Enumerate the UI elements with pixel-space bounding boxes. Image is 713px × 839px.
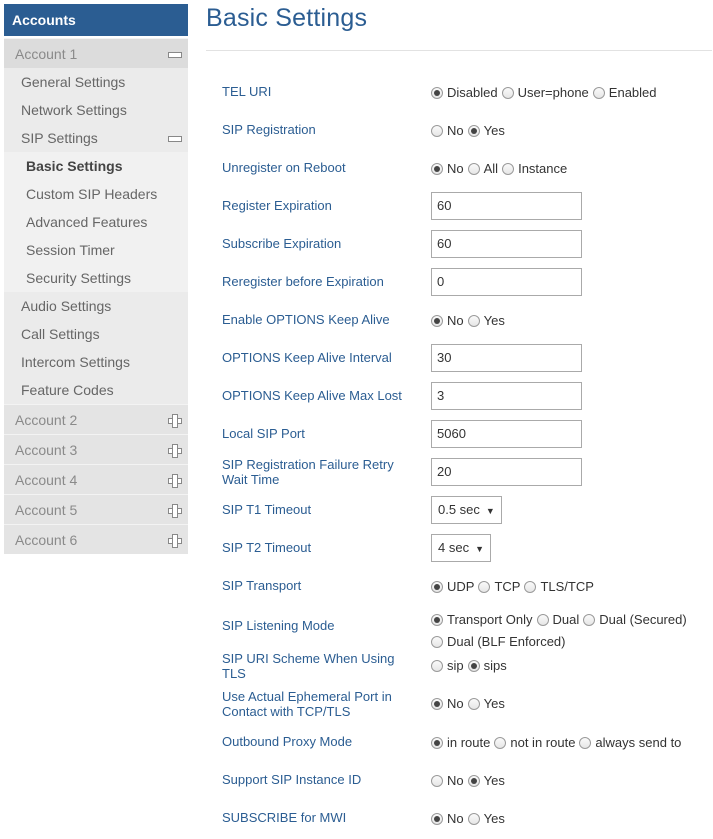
account-label: Account 6 <box>15 532 78 548</box>
local-sip-port-input[interactable]: 5060 <box>431 420 582 448</box>
radio-option[interactable] <box>431 610 533 630</box>
expand-icon[interactable] <box>168 504 180 516</box>
sidebar-item-advanced-features[interactable]: Advanced Features <box>4 208 188 236</box>
sidebar-account-2[interactable] <box>4 404 188 434</box>
radio-label: Yes <box>483 313 505 328</box>
radio-label: TLS/TCP <box>540 579 594 594</box>
radio-button[interactable] <box>583 614 595 626</box>
sidebar-account-5[interactable] <box>4 494 188 524</box>
radio-label: No <box>447 811 464 826</box>
radio-group <box>431 610 706 654</box>
radio-button[interactable] <box>431 163 443 175</box>
t1-timeout-value: 0.5 sec <box>438 502 480 517</box>
expand-icon[interactable] <box>168 534 180 546</box>
keep-alive-max-lost-input[interactable]: 3 <box>431 382 582 410</box>
sidebar-account-4[interactable] <box>4 464 188 494</box>
radio-button[interactable] <box>431 775 443 787</box>
radio-button[interactable] <box>579 737 591 749</box>
radio-option[interactable] <box>537 610 580 630</box>
sidebar-header[interactable]: Accounts <box>4 4 188 36</box>
radio-button[interactable] <box>524 581 536 593</box>
radio-option[interactable] <box>431 695 464 713</box>
radio-group <box>431 657 511 677</box>
radio-label: Dual <box>552 612 580 627</box>
radio-button[interactable] <box>468 660 480 672</box>
expand-icon[interactable] <box>168 474 180 486</box>
radio-button[interactable] <box>468 315 480 327</box>
sidebar-item-feature-codes[interactable]: Feature Codes <box>4 376 188 404</box>
radio-label: TCP <box>494 579 521 594</box>
radio-option[interactable] <box>431 657 464 675</box>
field-label: SIP Listening Mode <box>222 618 335 633</box>
radio-label: Dual (Secured) <box>599 612 687 627</box>
radio-option[interactable] <box>431 810 464 828</box>
radio-option[interactable] <box>468 810 505 828</box>
radio-label: Dual (BLF Enforced) <box>447 634 566 649</box>
dropdown-arrow-icon: ▼ <box>485 506 495 516</box>
radio-label: Disabled <box>447 85 498 100</box>
radio-button[interactable] <box>593 87 605 99</box>
radio-button[interactable] <box>431 660 443 672</box>
radio-button[interactable] <box>431 614 443 626</box>
radio-button[interactable] <box>478 581 490 593</box>
field-label: OPTIONS Keep Alive Max Lost <box>222 388 402 403</box>
radio-option[interactable] <box>579 734 681 752</box>
collapse-icon[interactable] <box>168 48 180 60</box>
sidebar-item-basic-settings[interactable]: Basic Settings <box>4 152 188 180</box>
radio-label: sip <box>447 658 464 673</box>
subscribe-expiration-input[interactable]: 60 <box>431 230 582 258</box>
radio-option[interactable] <box>431 160 464 178</box>
radio-option[interactable] <box>468 695 505 713</box>
radio-option[interactable] <box>468 312 505 330</box>
field-label: Register Expiration <box>222 198 332 213</box>
account-label: Account 5 <box>15 502 78 518</box>
radio-option[interactable] <box>431 578 474 596</box>
radio-button[interactable] <box>431 87 443 99</box>
radio-label: User=phone <box>517 85 589 100</box>
field-label: Support SIP Instance ID <box>222 772 362 787</box>
radio-label: No <box>447 773 464 788</box>
field-label: TEL URI <box>222 84 272 99</box>
radio-option[interactable] <box>431 312 464 330</box>
radio-option[interactable] <box>431 632 566 652</box>
sidebar-item-security-settings[interactable]: Security Settings <box>4 264 188 292</box>
sidebar-item-sip-settings[interactable] <box>4 124 188 152</box>
radio-label: No <box>447 696 464 711</box>
radio-button[interactable] <box>431 125 443 137</box>
register-expiration-input[interactable]: 60 <box>431 192 582 220</box>
expand-icon[interactable] <box>168 444 180 456</box>
radio-label: Transport Only <box>447 612 533 627</box>
radio-option[interactable] <box>431 734 490 752</box>
radio-group <box>431 734 685 754</box>
field-label: SIP T1 Timeout <box>222 502 312 517</box>
radio-label: UDP <box>447 579 475 594</box>
sidebar-item-network-settings[interactable]: Network Settings <box>4 96 188 124</box>
account-label: Account 3 <box>15 442 78 458</box>
keep-alive-interval-input[interactable]: 30 <box>431 344 582 372</box>
radio-label: Yes <box>483 773 505 788</box>
radio-label: Yes <box>483 696 505 711</box>
field-label: SIP URI Scheme When Using TLS <box>222 651 395 681</box>
sip-settings-label: SIP Settings <box>21 130 98 146</box>
reregister-before-expiration-input[interactable]: 0 <box>431 268 582 296</box>
radio-label: Enabled <box>608 85 657 100</box>
field-label: Enable OPTIONS Keep Alive <box>222 312 390 327</box>
account-label: Account 2 <box>15 412 78 428</box>
radio-button[interactable] <box>431 581 443 593</box>
account-label: Account 4 <box>15 472 78 488</box>
sidebar-item-session-timer[interactable]: Session Timer <box>4 236 188 264</box>
title-divider <box>206 50 712 51</box>
t2-timeout-value: 4 sec <box>438 540 470 555</box>
radio-option[interactable] <box>583 610 686 630</box>
field-label: Subscribe Expiration <box>222 236 342 251</box>
sidebar-account-3[interactable] <box>4 434 188 464</box>
radio-option[interactable] <box>494 734 575 752</box>
radio-label: No <box>447 161 464 176</box>
radio-group <box>431 122 509 142</box>
radio-option[interactable] <box>468 657 507 675</box>
radio-button[interactable] <box>468 698 480 710</box>
radio-button[interactable] <box>502 87 514 99</box>
page-title: Basic Settings <box>206 4 368 32</box>
field-label: Use Actual Ephemeral Port in Contact with TCP/TLS <box>222 689 392 719</box>
radio-button[interactable] <box>468 163 480 175</box>
radio-option[interactable] <box>431 84 498 102</box>
radio-label: No <box>447 313 464 328</box>
radio-button[interactable] <box>431 737 443 749</box>
radio-group <box>431 84 661 104</box>
radio-option[interactable] <box>593 84 657 102</box>
radio-button[interactable] <box>537 614 549 626</box>
radio-option[interactable] <box>468 772 505 790</box>
radio-label: Yes <box>483 123 505 138</box>
radio-button[interactable] <box>468 125 480 137</box>
field-label: Unregister on Reboot <box>222 160 346 175</box>
radio-group <box>431 695 509 715</box>
radio-button[interactable] <box>431 698 443 710</box>
radio-option[interactable] <box>468 122 505 140</box>
radio-option[interactable] <box>478 578 520 596</box>
radio-button[interactable] <box>431 813 443 825</box>
sidebar <box>4 4 188 554</box>
radio-group <box>431 772 509 792</box>
t1-timeout-select[interactable] <box>431 496 502 524</box>
radio-label: No <box>447 123 464 138</box>
radio-group <box>431 312 509 332</box>
radio-label: All <box>483 161 499 176</box>
radio-label: always send to <box>595 735 682 750</box>
sidebar-item-audio-settings[interactable]: Audio Settings <box>4 292 188 320</box>
radio-group <box>431 578 598 598</box>
radio-button[interactable] <box>431 315 443 327</box>
radio-button[interactable] <box>468 775 480 787</box>
t2-timeout-select[interactable] <box>431 534 491 562</box>
field-label: SUBSCRIBE for MWI <box>222 810 347 825</box>
radio-label: Instance <box>518 161 568 176</box>
radio-button[interactable] <box>431 636 443 648</box>
account-1-label: Account 1 <box>15 46 78 62</box>
sidebar-item-call-settings[interactable]: Call Settings <box>4 320 188 348</box>
radio-group <box>431 810 509 830</box>
field-label: SIP Transport <box>222 578 302 593</box>
sidebar-account-6[interactable] <box>4 524 188 554</box>
collapse-icon[interactable] <box>168 132 180 144</box>
field-label: SIP T2 Timeout <box>222 540 312 555</box>
sidebar-item-custom-sip-headers[interactable]: Custom SIP Headers <box>4 180 188 208</box>
radio-option[interactable] <box>502 84 589 102</box>
dropdown-arrow-icon: ▼ <box>475 544 484 554</box>
field-label: SIP Registration Failure Retry Wait Time <box>222 457 394 487</box>
radio-option[interactable] <box>431 122 464 140</box>
radio-label: in route <box>447 735 491 750</box>
retry-wait-time-input[interactable]: 20 <box>431 458 582 486</box>
field-label: OPTIONS Keep Alive Interval <box>222 350 392 365</box>
field-label: Reregister before Expiration <box>222 274 384 289</box>
radio-option[interactable] <box>502 160 567 178</box>
radio-button[interactable] <box>468 813 480 825</box>
field-label: SIP Registration <box>222 122 316 137</box>
radio-option[interactable] <box>468 160 498 178</box>
radio-label: sips <box>483 658 507 673</box>
field-label: Local SIP Port <box>222 426 305 441</box>
radio-option[interactable] <box>524 578 593 596</box>
radio-label: not in route <box>510 735 576 750</box>
sidebar-item-intercom-settings[interactable]: Intercom Settings <box>4 348 188 376</box>
radio-button[interactable] <box>502 163 514 175</box>
radio-button[interactable] <box>494 737 506 749</box>
sidebar-item-general-settings[interactable]: General Settings <box>4 68 188 96</box>
sidebar-account-1[interactable] <box>4 38 188 68</box>
expand-icon[interactable] <box>168 414 180 426</box>
radio-option[interactable] <box>431 772 464 790</box>
radio-label: Yes <box>483 811 505 826</box>
radio-group <box>431 160 571 180</box>
field-label: Outbound Proxy Mode <box>222 734 353 749</box>
